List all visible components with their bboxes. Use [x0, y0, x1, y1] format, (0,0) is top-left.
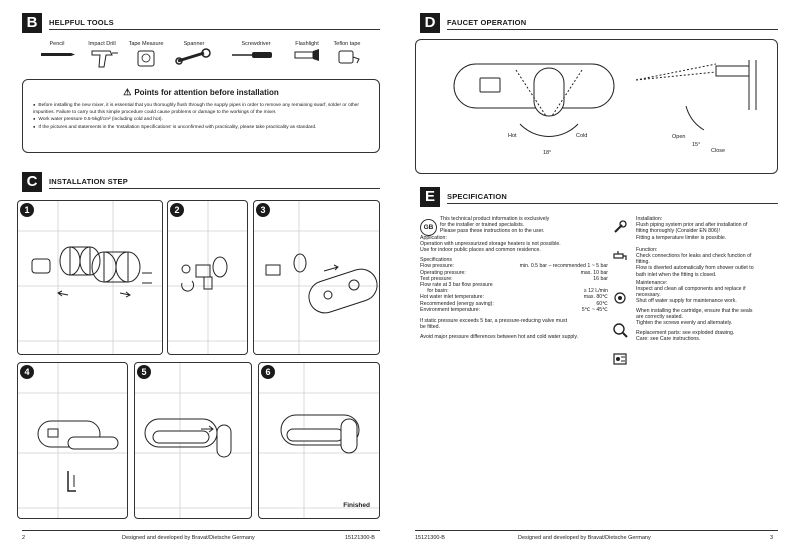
footer-credit: Designed and developed by Bravat/Dietsche Germany — [122, 535, 255, 541]
footer-divider — [22, 530, 380, 531]
tool-label: Screwdriver — [241, 41, 271, 47]
tool-impact-drill — [82, 41, 122, 71]
static-pressure-note: be fitted. — [420, 324, 440, 331]
installation-line: fitting thoroughly (Consider EN 806)! — [636, 228, 720, 235]
step-5-panel — [134, 362, 252, 519]
pencil-icon — [37, 47, 77, 61]
screwdriver-icon — [228, 47, 284, 63]
step-2-illustration — [168, 201, 248, 355]
close-label: Close — [711, 148, 726, 154]
finished-label: Finished — [343, 502, 370, 509]
intro-line: This technical product information is exclusively — [440, 216, 550, 222]
function-notes — [636, 247, 781, 278]
function-line: Check connections for leaks and check function of — [636, 253, 752, 260]
maintenance-heading: Maintenance: — [636, 279, 668, 286]
step-6-illustration — [259, 363, 380, 519]
function-heading: Function: — [636, 246, 658, 253]
step-number: 6 — [261, 365, 275, 379]
footer-divider — [415, 530, 778, 531]
maintenance-notes — [636, 280, 781, 305]
open-label: Open — [672, 134, 686, 140]
tool-label: Spanner — [183, 41, 205, 47]
tool-flashlight — [287, 41, 327, 65]
cartridge-notes — [636, 308, 781, 327]
spec-key: Operating pressure: — [420, 269, 466, 276]
installation-line: Flush piping system prior and after installation of — [636, 222, 748, 229]
spanner-icon — [172, 47, 216, 69]
cartridge-line: When installing the cartridge, ensure that the seals — [636, 307, 753, 314]
list-item: ● If the pictures and statements in the 'Installation Specifications' is unconfirmed with practicality, please take practicality as standard. — [33, 124, 373, 132]
intro-line: for the installer or trained specialists. — [440, 222, 525, 229]
step-4-illustration — [18, 363, 128, 519]
divider — [49, 29, 380, 30]
tool-label: Pencil — [49, 41, 65, 47]
divider — [447, 29, 778, 30]
spec-value: 60℃ — [596, 300, 608, 307]
section-e-header — [420, 187, 778, 207]
section-title: FAUCET OPERATION — [447, 18, 527, 27]
hot-label: Hot — [508, 133, 517, 139]
spec-key: Recommended (energy saving): — [420, 300, 494, 307]
step-number: 2 — [170, 203, 184, 217]
section-title: INSTALLATION STEP — [49, 177, 128, 186]
warning-icon: ⚠ — [123, 87, 132, 97]
attention-title — [23, 87, 379, 98]
maintenance-icon — [612, 290, 628, 306]
attention-box — [22, 79, 380, 153]
section-title: HELPFUL TOOLS — [49, 18, 114, 27]
step-number: 5 — [137, 365, 151, 379]
tool-label: Tape Measure — [128, 41, 164, 47]
footer-credit: Designed and developed by Bravat/Dietsche Germany — [518, 535, 651, 541]
attention-title-text: Points for attention before installation — [134, 88, 279, 97]
step-number: 1 — [20, 203, 34, 217]
tool-label: Flashlight — [295, 41, 319, 47]
magnifier-icon — [612, 322, 628, 338]
document-code: 15121300-B — [345, 535, 375, 541]
section-letter: E — [420, 187, 440, 207]
step-4-panel — [17, 362, 128, 519]
rotation-angle-label: 18° — [543, 150, 552, 156]
section-letter: D — [420, 13, 440, 33]
spec-key: for basin: — [420, 288, 449, 295]
tap-function-icon — [612, 250, 628, 266]
step-3-illustration — [254, 201, 380, 355]
step-number: 3 — [256, 203, 270, 217]
page-number: 2 — [22, 535, 26, 541]
parts-notes — [636, 330, 781, 342]
spec-value: max. 80℃ — [583, 294, 608, 301]
maintenance-line: necessary. — [636, 292, 661, 299]
cartridge-line: Tighten the screws evenly and alternately. — [636, 320, 733, 327]
tool-teflon-tape — [327, 41, 367, 69]
installation-line: Fitting a temperature limiter is possible. — [636, 234, 727, 241]
language-badge: GB — [420, 219, 437, 236]
specifications-heading: Specifications — [420, 257, 453, 264]
tool-label: Teflon tape — [333, 41, 361, 47]
section-title: SPECIFICATION — [447, 192, 507, 201]
parts-icon — [612, 351, 628, 367]
section-b-header — [22, 13, 380, 33]
list-item: ● Work water pressure 0.5-5kgf/cm² (including cold and hot). — [33, 116, 373, 124]
page-number: 3 — [770, 535, 774, 541]
function-line: fitting. — [636, 259, 650, 266]
spec-key: Test pressure: — [420, 275, 453, 282]
spec-key: Flow pressure: — [420, 263, 455, 270]
flashlight-icon — [287, 47, 327, 63]
tool-screwdriver — [228, 41, 284, 65]
section-d-header — [420, 13, 778, 33]
spec-left-column — [420, 216, 608, 341]
spec-value: 5℃ ~ 45℃ — [581, 306, 608, 313]
step-1-illustration — [18, 201, 163, 355]
section-letter: B — [22, 13, 42, 33]
section-letter: C — [22, 172, 42, 192]
spec-key: Hot water inlet temperature: — [420, 294, 485, 301]
faucet-operation-box — [415, 39, 778, 174]
tool-pencil — [37, 41, 77, 63]
tool-spanner — [172, 41, 216, 71]
application-line: Operation with unpressurized storage heaters is not possible. — [420, 240, 561, 247]
installation-heading: Installation: — [636, 216, 663, 222]
application-heading: Application: — [420, 234, 447, 241]
tool-tape-measure — [124, 41, 168, 71]
divider — [447, 203, 778, 204]
step-5-illustration — [135, 363, 252, 519]
installation-notes — [636, 216, 781, 241]
spec-key: Flow rate at 3 bar flow pressure — [420, 281, 493, 288]
static-pressure-note: If static pressure exceeds 5 bar, a pressure-reducing valve must — [420, 317, 568, 324]
cold-label: Cold — [576, 133, 588, 139]
application-line: Use for indoor public places and common residence. — [420, 247, 541, 254]
spec-value: min. 0.5 bar – recommended 1 ~ 5 bar — [519, 263, 608, 270]
step-6-panel — [258, 362, 380, 519]
cartridge-line: are correctly seated. — [636, 313, 683, 320]
list-item: ● Before installing the new mixer, it is essential that you thoroughly flush through the supply pipes in order to remove any remaining swarf, solder or other impurities. Failure to carry out this simple procedure could cause problems or damage to the workings of the mixer. — [33, 102, 373, 116]
spec-intro — [420, 216, 608, 235]
spec-value: ≥ 12 L/min — [583, 288, 608, 295]
spec-right-column — [636, 216, 781, 343]
spec-key: Environment temperature: — [420, 306, 480, 313]
intro-line: Please pass these instructions on to the user. — [440, 228, 545, 235]
step-1-panel — [17, 200, 163, 355]
parts-line: Replacement parts: see exploded drawing. — [636, 330, 735, 337]
parts-line: Care: see Care instructions. — [636, 336, 701, 343]
teflon-tape-icon — [327, 47, 367, 67]
tool-label: Impact Drill — [88, 41, 116, 47]
maintenance-line: Inspect and clean all components and replace if — [636, 286, 746, 293]
wrench-icon — [612, 219, 628, 235]
tape-measure-icon — [124, 47, 168, 69]
divider — [49, 188, 380, 189]
function-line: bath inlet when the fitting is closed. — [636, 271, 717, 278]
document-code: 15121300-B — [415, 535, 445, 541]
step-3-panel — [253, 200, 380, 355]
drill-icon — [82, 47, 122, 69]
step-2-panel — [167, 200, 248, 355]
pressure-difference-note: Avoid major pressure differences between hot and cold water supply. — [420, 334, 579, 341]
faucet-operation-illustration — [416, 40, 779, 175]
maintenance-line: Shut off water supply for maintenance work. — [636, 298, 737, 305]
spec-value: max. 10 bar — [580, 269, 608, 276]
step-number: 4 — [20, 365, 34, 379]
spec-row — [420, 307, 608, 313]
section-c-header — [22, 172, 380, 192]
function-line: Flow is diverted automatically from shower outlet to — [636, 265, 754, 272]
attention-list — [33, 102, 373, 131]
spec-value: 16 bar — [593, 275, 608, 282]
tilt-angle-label: 15° — [692, 142, 701, 148]
